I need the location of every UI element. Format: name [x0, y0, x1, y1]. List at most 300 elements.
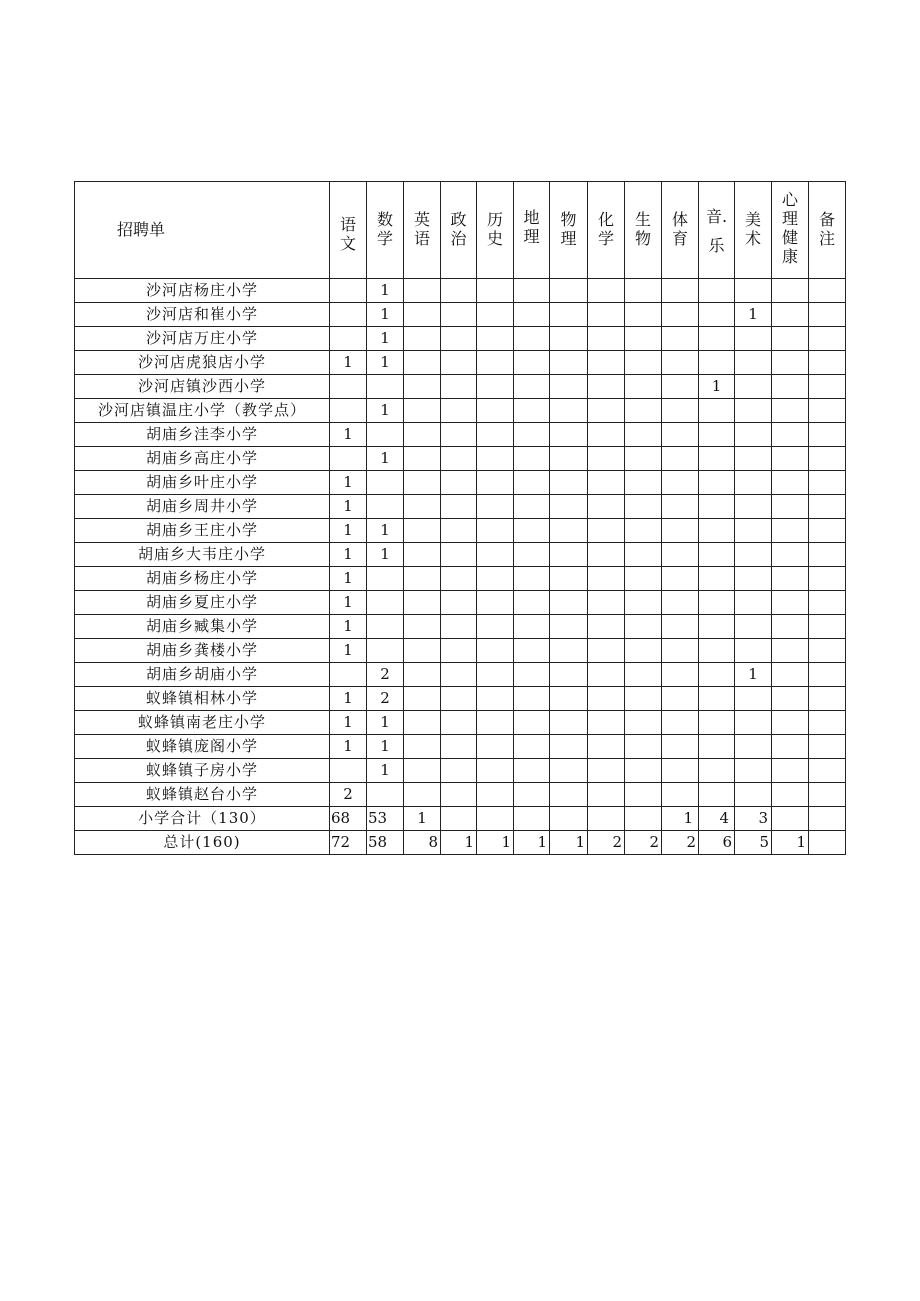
quota-cell — [550, 735, 588, 759]
quota-cell: 1 — [330, 519, 367, 543]
quota-cell — [625, 495, 662, 519]
quota-cell — [662, 303, 699, 327]
school-name: 沙河店杨庄小学 — [75, 279, 330, 303]
subject-header-char: 体 — [671, 210, 688, 229]
quota-cell — [772, 471, 809, 495]
quota-cell — [735, 399, 772, 423]
subject-header — [735, 182, 772, 279]
quota-cell: 2 — [367, 687, 404, 711]
quota-cell: 3 — [735, 807, 772, 831]
quota-cell — [514, 279, 550, 303]
subject-header-char: 学 — [597, 229, 614, 248]
quota-cell — [441, 567, 477, 591]
quota-cell — [441, 495, 477, 519]
quota-cell — [477, 687, 514, 711]
quota-cell: 1 — [367, 351, 404, 375]
school-name: 胡庙乡龚楼小学 — [75, 639, 330, 663]
quota-cell — [330, 759, 367, 783]
quota-cell — [550, 663, 588, 687]
table-row — [75, 423, 846, 447]
quota-cell — [477, 375, 514, 399]
quota-cell — [514, 711, 550, 735]
quota-cell: 1 — [330, 735, 367, 759]
quota-cell — [699, 735, 735, 759]
quota-cell — [662, 447, 699, 471]
quota-cell — [662, 543, 699, 567]
quota-cell — [588, 327, 625, 351]
school-name: 胡庙乡王庄小学 — [75, 519, 330, 543]
quota-cell: 1 — [330, 471, 367, 495]
quota-cell — [514, 447, 550, 471]
quota-cell — [477, 783, 514, 807]
quota-cell — [404, 519, 441, 543]
school-name: 沙河店和崔小学 — [75, 303, 330, 327]
quota-cell — [404, 423, 441, 447]
quota-cell — [514, 327, 550, 351]
quota-cell — [477, 423, 514, 447]
quota-cell — [404, 375, 441, 399]
quota-cell — [367, 471, 404, 495]
quota-cell — [735, 543, 772, 567]
subject-header — [550, 182, 588, 279]
subject-header-char: 康 — [781, 247, 798, 266]
table-row — [75, 543, 846, 567]
quota-cell — [772, 399, 809, 423]
quota-cell — [625, 543, 662, 567]
table-row — [75, 351, 846, 375]
quota-cell — [809, 711, 846, 735]
quota-cell — [588, 519, 625, 543]
quota-cell — [699, 687, 735, 711]
subject-header-char: 地 — [523, 208, 540, 227]
quota-cell — [772, 303, 809, 327]
quota-cell — [699, 615, 735, 639]
table-row — [75, 663, 846, 687]
quota-cell — [550, 543, 588, 567]
quota-cell — [809, 807, 846, 831]
quota-cell — [441, 447, 477, 471]
subject-header — [809, 182, 846, 279]
table-row — [75, 279, 846, 303]
quota-cell — [735, 327, 772, 351]
quota-cell — [625, 567, 662, 591]
school-name: 沙河店虎狼店小学 — [75, 351, 330, 375]
quota-cell: 1 — [330, 615, 367, 639]
subject-header — [514, 182, 550, 279]
quota-cell — [588, 591, 625, 615]
quota-cell: 1 — [404, 807, 441, 831]
quota-cell — [477, 735, 514, 759]
school-name: 胡庙乡杨庄小学 — [75, 567, 330, 591]
quota-cell — [588, 639, 625, 663]
school-name: 胡庙乡高庄小学 — [75, 447, 330, 471]
quota-cell: 1 — [330, 687, 367, 711]
subject-header-char: 治 — [450, 229, 467, 248]
header-row — [75, 182, 846, 279]
subject-header — [625, 182, 662, 279]
quota-cell — [367, 783, 404, 807]
quota-cell — [550, 711, 588, 735]
quota-cell — [550, 375, 588, 399]
quota-cell — [441, 687, 477, 711]
quota-cell — [662, 735, 699, 759]
quota-cell — [735, 351, 772, 375]
quota-cell — [514, 759, 550, 783]
quota-cell — [588, 423, 625, 447]
quota-cell — [809, 591, 846, 615]
quota-cell — [550, 759, 588, 783]
quota-cell — [772, 447, 809, 471]
school-name: 总计(160) — [75, 831, 330, 855]
quota-cell — [441, 807, 477, 831]
total-row — [75, 831, 846, 855]
quota-cell — [514, 375, 550, 399]
quota-cell — [625, 735, 662, 759]
subject-header-char: 英 — [413, 210, 430, 229]
quota-cell — [550, 807, 588, 831]
subject-header — [699, 182, 735, 279]
quota-cell — [588, 279, 625, 303]
table-row — [75, 783, 846, 807]
quota-cell — [588, 399, 625, 423]
quota-cell — [404, 591, 441, 615]
recruitment-table — [74, 181, 846, 855]
quota-cell — [441, 591, 477, 615]
quota-cell: 1 — [367, 447, 404, 471]
quota-cell — [809, 759, 846, 783]
quota-cell — [772, 639, 809, 663]
school-name: 胡庙乡大韦庄小学 — [75, 543, 330, 567]
quota-cell — [588, 687, 625, 711]
quota-cell — [662, 591, 699, 615]
quota-cell — [699, 351, 735, 375]
subject-header-char: 美 — [744, 210, 761, 229]
quota-cell — [809, 567, 846, 591]
quota-cell — [662, 567, 699, 591]
quota-cell — [367, 495, 404, 519]
quota-cell — [699, 423, 735, 447]
quota-cell: 1 — [514, 831, 550, 855]
quota-cell — [514, 735, 550, 759]
quota-cell — [588, 303, 625, 327]
quota-cell — [699, 711, 735, 735]
subject-header-char: 乐 — [708, 236, 725, 255]
subject-header-char: 理 — [523, 227, 540, 246]
quota-cell: 5 — [735, 831, 772, 855]
quota-cell — [662, 783, 699, 807]
subject-header — [404, 182, 441, 279]
quota-cell — [588, 663, 625, 687]
quota-cell — [735, 279, 772, 303]
quota-cell: 72 — [330, 831, 367, 855]
quota-cell — [735, 519, 772, 543]
quota-cell — [514, 783, 550, 807]
quota-cell: 1 — [367, 711, 404, 735]
quota-cell — [514, 351, 550, 375]
table-row — [75, 447, 846, 471]
quota-cell: 2 — [625, 831, 662, 855]
quota-cell — [477, 327, 514, 351]
quota-cell — [404, 639, 441, 663]
quota-cell — [550, 327, 588, 351]
quota-cell — [662, 471, 699, 495]
quota-cell — [477, 543, 514, 567]
quota-cell — [404, 663, 441, 687]
quota-cell — [699, 471, 735, 495]
quota-cell — [367, 639, 404, 663]
quota-cell — [699, 327, 735, 351]
quota-cell — [367, 615, 404, 639]
quota-cell: 6 — [699, 831, 735, 855]
quota-cell — [441, 519, 477, 543]
subject-header — [772, 182, 809, 279]
quota-cell — [441, 663, 477, 687]
quota-cell: 1 — [550, 831, 588, 855]
quota-cell — [550, 279, 588, 303]
table-row — [75, 735, 846, 759]
quota-cell — [772, 591, 809, 615]
quota-cell — [588, 711, 625, 735]
quota-cell — [662, 639, 699, 663]
quota-cell — [809, 615, 846, 639]
quota-cell: 1 — [367, 543, 404, 567]
quota-cell — [404, 447, 441, 471]
quota-cell — [772, 375, 809, 399]
quota-cell — [550, 471, 588, 495]
subject-header — [477, 182, 514, 279]
quota-cell — [625, 351, 662, 375]
quota-cell — [662, 351, 699, 375]
quota-cell — [441, 783, 477, 807]
quota-cell — [367, 423, 404, 447]
quota-cell — [809, 423, 846, 447]
quota-cell — [477, 759, 514, 783]
quota-cell — [809, 351, 846, 375]
school-name: 蚁蜂镇子房小学 — [75, 759, 330, 783]
subject-header — [367, 182, 404, 279]
quota-cell — [772, 807, 809, 831]
quota-cell: 1 — [367, 279, 404, 303]
quota-cell — [330, 399, 367, 423]
quota-cell: 1 — [772, 831, 809, 855]
quota-cell: 1 — [330, 351, 367, 375]
quota-cell — [477, 399, 514, 423]
quota-cell — [699, 303, 735, 327]
subject-header-char: 音. — [705, 207, 728, 226]
subject-header — [330, 182, 367, 279]
quota-cell: 2 — [662, 831, 699, 855]
quota-cell — [625, 615, 662, 639]
quota-cell — [735, 471, 772, 495]
quota-cell — [477, 591, 514, 615]
school-name: 胡庙乡洼李小学 — [75, 423, 330, 447]
quota-cell — [441, 423, 477, 447]
school-name: 沙河店镇温庄小学（教学点） — [75, 399, 330, 423]
school-name: 蚁蜂镇南老庄小学 — [75, 711, 330, 735]
quota-cell — [441, 303, 477, 327]
quota-cell — [699, 759, 735, 783]
quota-cell — [772, 759, 809, 783]
subject-header-char: 语 — [413, 229, 430, 248]
quota-cell — [809, 471, 846, 495]
subject-header-char: 物 — [634, 229, 651, 248]
quota-cell — [588, 807, 625, 831]
quota-cell — [699, 495, 735, 519]
school-name: 小学合计（130） — [75, 807, 330, 831]
subject-header-char: 语 — [339, 215, 356, 234]
quota-cell — [367, 375, 404, 399]
subject-header-char: 心 — [781, 190, 798, 209]
quota-cell — [441, 735, 477, 759]
quota-cell — [550, 567, 588, 591]
quota-cell — [477, 807, 514, 831]
quota-cell — [625, 687, 662, 711]
quota-cell: 1 — [330, 495, 367, 519]
quota-cell — [772, 543, 809, 567]
quota-cell — [441, 279, 477, 303]
quota-cell — [404, 567, 441, 591]
quota-cell: 1 — [330, 591, 367, 615]
quota-cell: 2 — [330, 783, 367, 807]
table-row — [75, 375, 846, 399]
quota-cell — [699, 639, 735, 663]
quota-cell — [588, 567, 625, 591]
table-row — [75, 567, 846, 591]
quota-cell — [404, 711, 441, 735]
quota-cell — [404, 351, 441, 375]
quota-cell — [772, 711, 809, 735]
quota-cell — [477, 519, 514, 543]
quota-cell — [477, 471, 514, 495]
quota-cell — [625, 399, 662, 423]
quota-cell — [772, 615, 809, 639]
quota-cell — [809, 519, 846, 543]
quota-cell — [404, 279, 441, 303]
quota-cell — [441, 471, 477, 495]
table-row — [75, 591, 846, 615]
table-row — [75, 711, 846, 735]
table-row — [75, 303, 846, 327]
quota-cell: 58 — [367, 831, 404, 855]
quota-cell — [625, 591, 662, 615]
quota-cell — [588, 615, 625, 639]
quota-cell — [662, 711, 699, 735]
table-row — [75, 471, 846, 495]
quota-cell — [588, 351, 625, 375]
quota-cell: 8 — [404, 831, 441, 855]
quota-cell: 1 — [441, 831, 477, 855]
quota-cell — [735, 735, 772, 759]
quota-cell — [588, 375, 625, 399]
subject-header-char: 理 — [781, 209, 798, 228]
quota-cell — [735, 639, 772, 663]
quota-cell — [735, 711, 772, 735]
quota-cell — [477, 303, 514, 327]
quota-cell — [809, 831, 846, 855]
quota-cell — [441, 639, 477, 663]
quota-cell — [514, 615, 550, 639]
quota-cell — [809, 303, 846, 327]
quota-cell — [662, 663, 699, 687]
quota-cell — [404, 615, 441, 639]
quota-cell — [772, 351, 809, 375]
quota-cell — [514, 543, 550, 567]
table-body — [75, 279, 846, 855]
quota-cell — [514, 807, 550, 831]
subject-header-char: 化 — [597, 210, 614, 229]
quota-cell — [809, 639, 846, 663]
quota-cell — [588, 759, 625, 783]
quota-cell — [809, 375, 846, 399]
quota-cell — [735, 495, 772, 519]
quota-cell — [477, 351, 514, 375]
quota-cell: 1 — [662, 807, 699, 831]
quota-cell — [662, 519, 699, 543]
table-row — [75, 639, 846, 663]
quota-cell — [330, 663, 367, 687]
quota-cell — [588, 471, 625, 495]
quota-cell — [772, 519, 809, 543]
quota-cell — [588, 447, 625, 471]
quota-cell — [477, 663, 514, 687]
quota-cell — [625, 711, 662, 735]
quota-cell — [809, 327, 846, 351]
quota-cell — [735, 759, 772, 783]
table-row — [75, 399, 846, 423]
quota-cell — [514, 471, 550, 495]
subject-header-char: 注 — [818, 229, 835, 248]
quota-cell — [625, 759, 662, 783]
quota-cell: 1 — [330, 711, 367, 735]
quota-cell — [625, 639, 662, 663]
quota-cell — [477, 495, 514, 519]
quota-cell — [772, 783, 809, 807]
quota-cell: 1 — [367, 735, 404, 759]
school-name: 胡庙乡夏庄小学 — [75, 591, 330, 615]
quota-cell: 1 — [735, 303, 772, 327]
quota-cell: 1 — [330, 639, 367, 663]
quota-cell — [441, 711, 477, 735]
quota-cell — [625, 519, 662, 543]
quota-cell — [404, 687, 441, 711]
quota-cell — [625, 663, 662, 687]
quota-cell — [625, 423, 662, 447]
quota-cell — [588, 735, 625, 759]
quota-cell: 2 — [588, 831, 625, 855]
quota-cell — [441, 543, 477, 567]
quota-cell — [477, 567, 514, 591]
quota-cell — [662, 279, 699, 303]
quota-cell — [662, 327, 699, 351]
quota-cell — [514, 519, 550, 543]
subject-header-char: 学 — [376, 229, 393, 248]
quota-cell — [367, 591, 404, 615]
quota-cell — [514, 591, 550, 615]
quota-cell: 53 — [367, 807, 404, 831]
subtotal-row — [75, 807, 846, 831]
quota-cell: 2 — [367, 663, 404, 687]
quota-cell — [735, 687, 772, 711]
quota-cell — [809, 783, 846, 807]
school-name: 胡庙乡臧集小学 — [75, 615, 330, 639]
quota-cell — [699, 591, 735, 615]
quota-cell — [625, 303, 662, 327]
subject-header-char: 理 — [560, 229, 577, 248]
quota-cell — [588, 783, 625, 807]
quota-cell — [404, 783, 441, 807]
quota-cell — [404, 303, 441, 327]
table-row — [75, 495, 846, 519]
